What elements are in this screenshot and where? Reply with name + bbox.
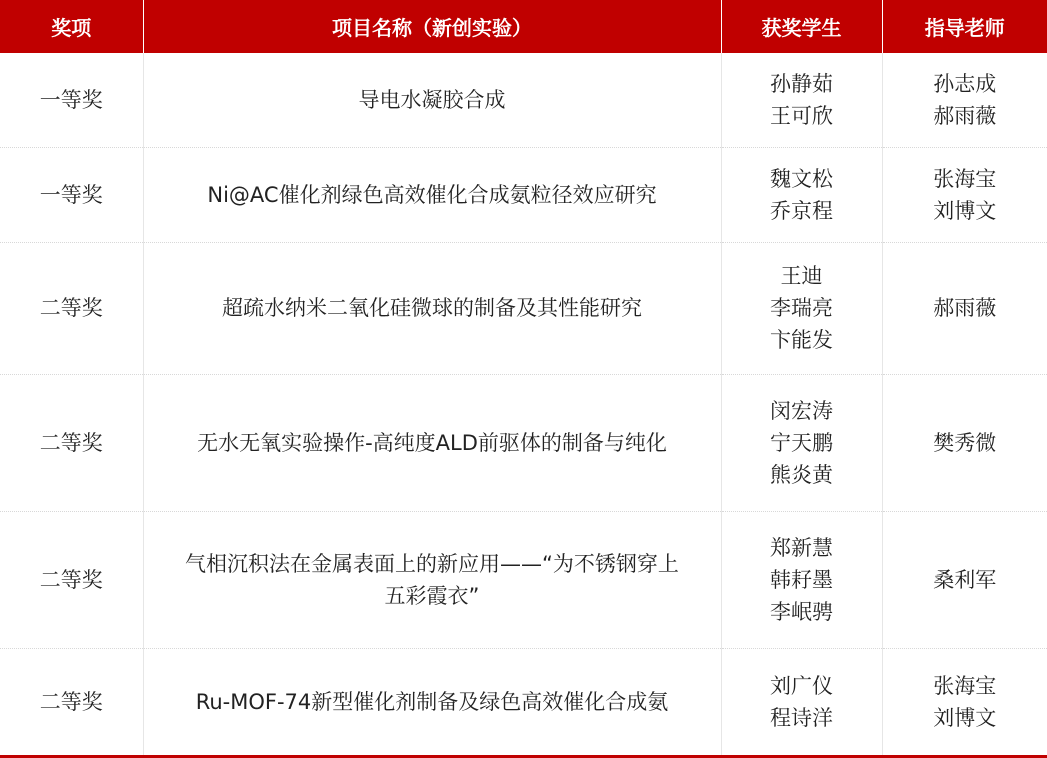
students-cell [721, 648, 882, 755]
student-name: 魏文松 [770, 166, 833, 191]
project-name: 无水无氧实验操作-高纯度ALD前驱体的制备与纯化 [197, 430, 667, 455]
advisor-name: 刘博文 [933, 198, 997, 223]
project-cell [143, 242, 721, 374]
project-cell [143, 511, 721, 648]
project-name-line: 气相沉积法在金属表面上的新应用——“为不锈钢穿上 [185, 551, 679, 576]
students-cell [721, 53, 882, 147]
table-header [0, 0, 1047, 53]
student-name: 刘广仪 [770, 673, 833, 698]
table-row [0, 53, 1047, 147]
advisors-cell [882, 242, 1047, 374]
award-cell: 一等奖 [39, 87, 103, 112]
student-name: 李岷骋 [770, 599, 833, 624]
award-cell: 二等奖 [0, 242, 143, 374]
students-cell [721, 511, 882, 648]
advisor-name: 张海宝 [933, 166, 997, 191]
award-cell: 二等奖 [0, 648, 143, 755]
table-row [0, 374, 1047, 511]
table-row [0, 648, 1047, 755]
students-cell [721, 374, 882, 511]
project-cell [143, 147, 721, 242]
table-body [0, 53, 1047, 755]
advisor-name: 刘博文 [933, 705, 997, 730]
student-name: 李瑞亮 [770, 296, 833, 320]
table-row [0, 511, 1047, 648]
students-cell [721, 242, 882, 374]
advisors-cell [882, 511, 1047, 648]
student-name: 宁天鹏 [770, 430, 833, 455]
students-cell [721, 147, 882, 242]
student-name: 郑新慧 [770, 535, 833, 560]
project-cell [143, 374, 721, 511]
advisor-name: 张海宝 [933, 673, 997, 698]
project-name-line: 五彩霞衣” [384, 583, 480, 608]
student-name: 乔京程 [770, 198, 833, 223]
advisors-cell [882, 147, 1047, 242]
header-award: 奖项 [0, 0, 143, 53]
award-cell: 二等奖 [0, 511, 143, 648]
project-name: Ni@AC催化剂绿色高效催化合成氨粒径效应研究 [207, 182, 657, 207]
header-advisors: 指导老师 [882, 0, 1047, 53]
award-cell: 二等奖 [0, 374, 143, 511]
table-row [0, 242, 1047, 374]
project-cell [143, 53, 721, 147]
table-row [0, 147, 1047, 242]
advisor-name: 郝雨薇 [933, 296, 997, 320]
advisor-name: 孙志成 [933, 71, 997, 96]
student-name: 韩耔墨 [770, 567, 833, 592]
advisor-name: 郝雨薇 [933, 103, 997, 128]
header-row [0, 0, 1047, 53]
advisors-cell [882, 53, 1047, 147]
advisors-cell [882, 374, 1047, 511]
advisor-name: 樊秀微 [933, 430, 997, 455]
project-name: 导电水凝胶合成 [358, 87, 506, 112]
project-cell [143, 648, 721, 755]
student-name: 程诗洋 [770, 705, 833, 730]
advisors-cell [882, 648, 1047, 755]
award-cell: 一等奖 [0, 147, 143, 242]
header-project: 项目名称（新创实验） [143, 0, 721, 53]
student-name: 卞能发 [770, 328, 833, 352]
project-name: Ru-MOF-74新型催化剂制备及绿色高效催化合成氨 [195, 689, 669, 714]
student-name: 王迪 [780, 264, 823, 288]
student-name: 熊炎黄 [770, 462, 833, 487]
project-name: 超疏水纳米二氧化硅微球的制备及其性能研究 [222, 296, 642, 320]
header-students: 获奖学生 [721, 0, 882, 53]
student-name: 王可欣 [770, 103, 833, 128]
student-name: 闵宏涛 [770, 398, 833, 423]
advisor-name: 桑利军 [933, 567, 997, 592]
student-name: 孙静茹 [770, 71, 833, 96]
